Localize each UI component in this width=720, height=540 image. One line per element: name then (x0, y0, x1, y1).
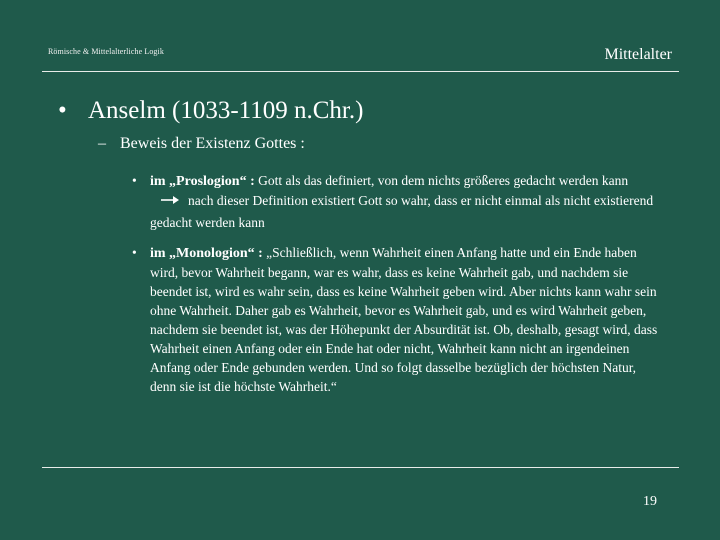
header-course-title: Römische & Mittelalterliche Logik (48, 47, 164, 56)
bullet-marker: • (132, 245, 137, 260)
item-title: im „Proslogion“ : (150, 174, 255, 189)
list-item-monologion (132, 243, 660, 396)
bullet-marker: • (132, 173, 137, 188)
item-text-before-arrow: Gott als das definiert, von dem nichts größeres gedacht werden kann (258, 173, 629, 188)
dash-marker: – (98, 135, 106, 152)
item-text-after-arrow: nach dieser Definition existiert Gott so wahr, dass er nicht einmal als nicht existierend gedacht werden kann (150, 193, 654, 230)
bullet-marker: • (58, 97, 67, 124)
heading-text: Anselm (1033-1109 n.Chr.) (88, 97, 364, 124)
page-number: 19 (643, 494, 657, 509)
footer-divider (42, 467, 679, 468)
item-quote-text: „Schließlich, wenn Wahrheit einen Anfang hatte und ein Ende haben wird, bevor Wahrheit begann, war es wahr, dass es keine Wahrheit gab, und nachdem sie beendet ist, wird es wahr sein, dass es keine Wahrheit geben wird. Aber nichts kann wahr sein ohne Wahrheit. Daher gab es Wahrheit, bevor es Wahrheit gab, und es wird Wahrheit geben, nachdem sie beendet ist, was der Höhepunkt der Absurdität ist. Ob, deshalb, gesagt wird, dass Wahrheit einen Anfang oder ein Ende hat oder nicht, Wahrheit kann nicht an irgendeinen Anfang oder Ende gebunden werden. Und so folgt dasselbe bezüglich der höchsten Natur, denn sie ist die höchste Wahrheit.“ (150, 245, 658, 394)
subheading-proof (98, 135, 305, 153)
heading-anselm (58, 97, 363, 125)
right-arrow-icon (160, 191, 180, 210)
header-section-title: Mittelalter (604, 46, 672, 63)
header-divider (42, 71, 679, 72)
list-item-proslogion (132, 171, 660, 232)
subheading-text: Beweis der Existenz Gottes : (120, 135, 305, 152)
item-title: im „Monologion“ : (150, 246, 263, 261)
